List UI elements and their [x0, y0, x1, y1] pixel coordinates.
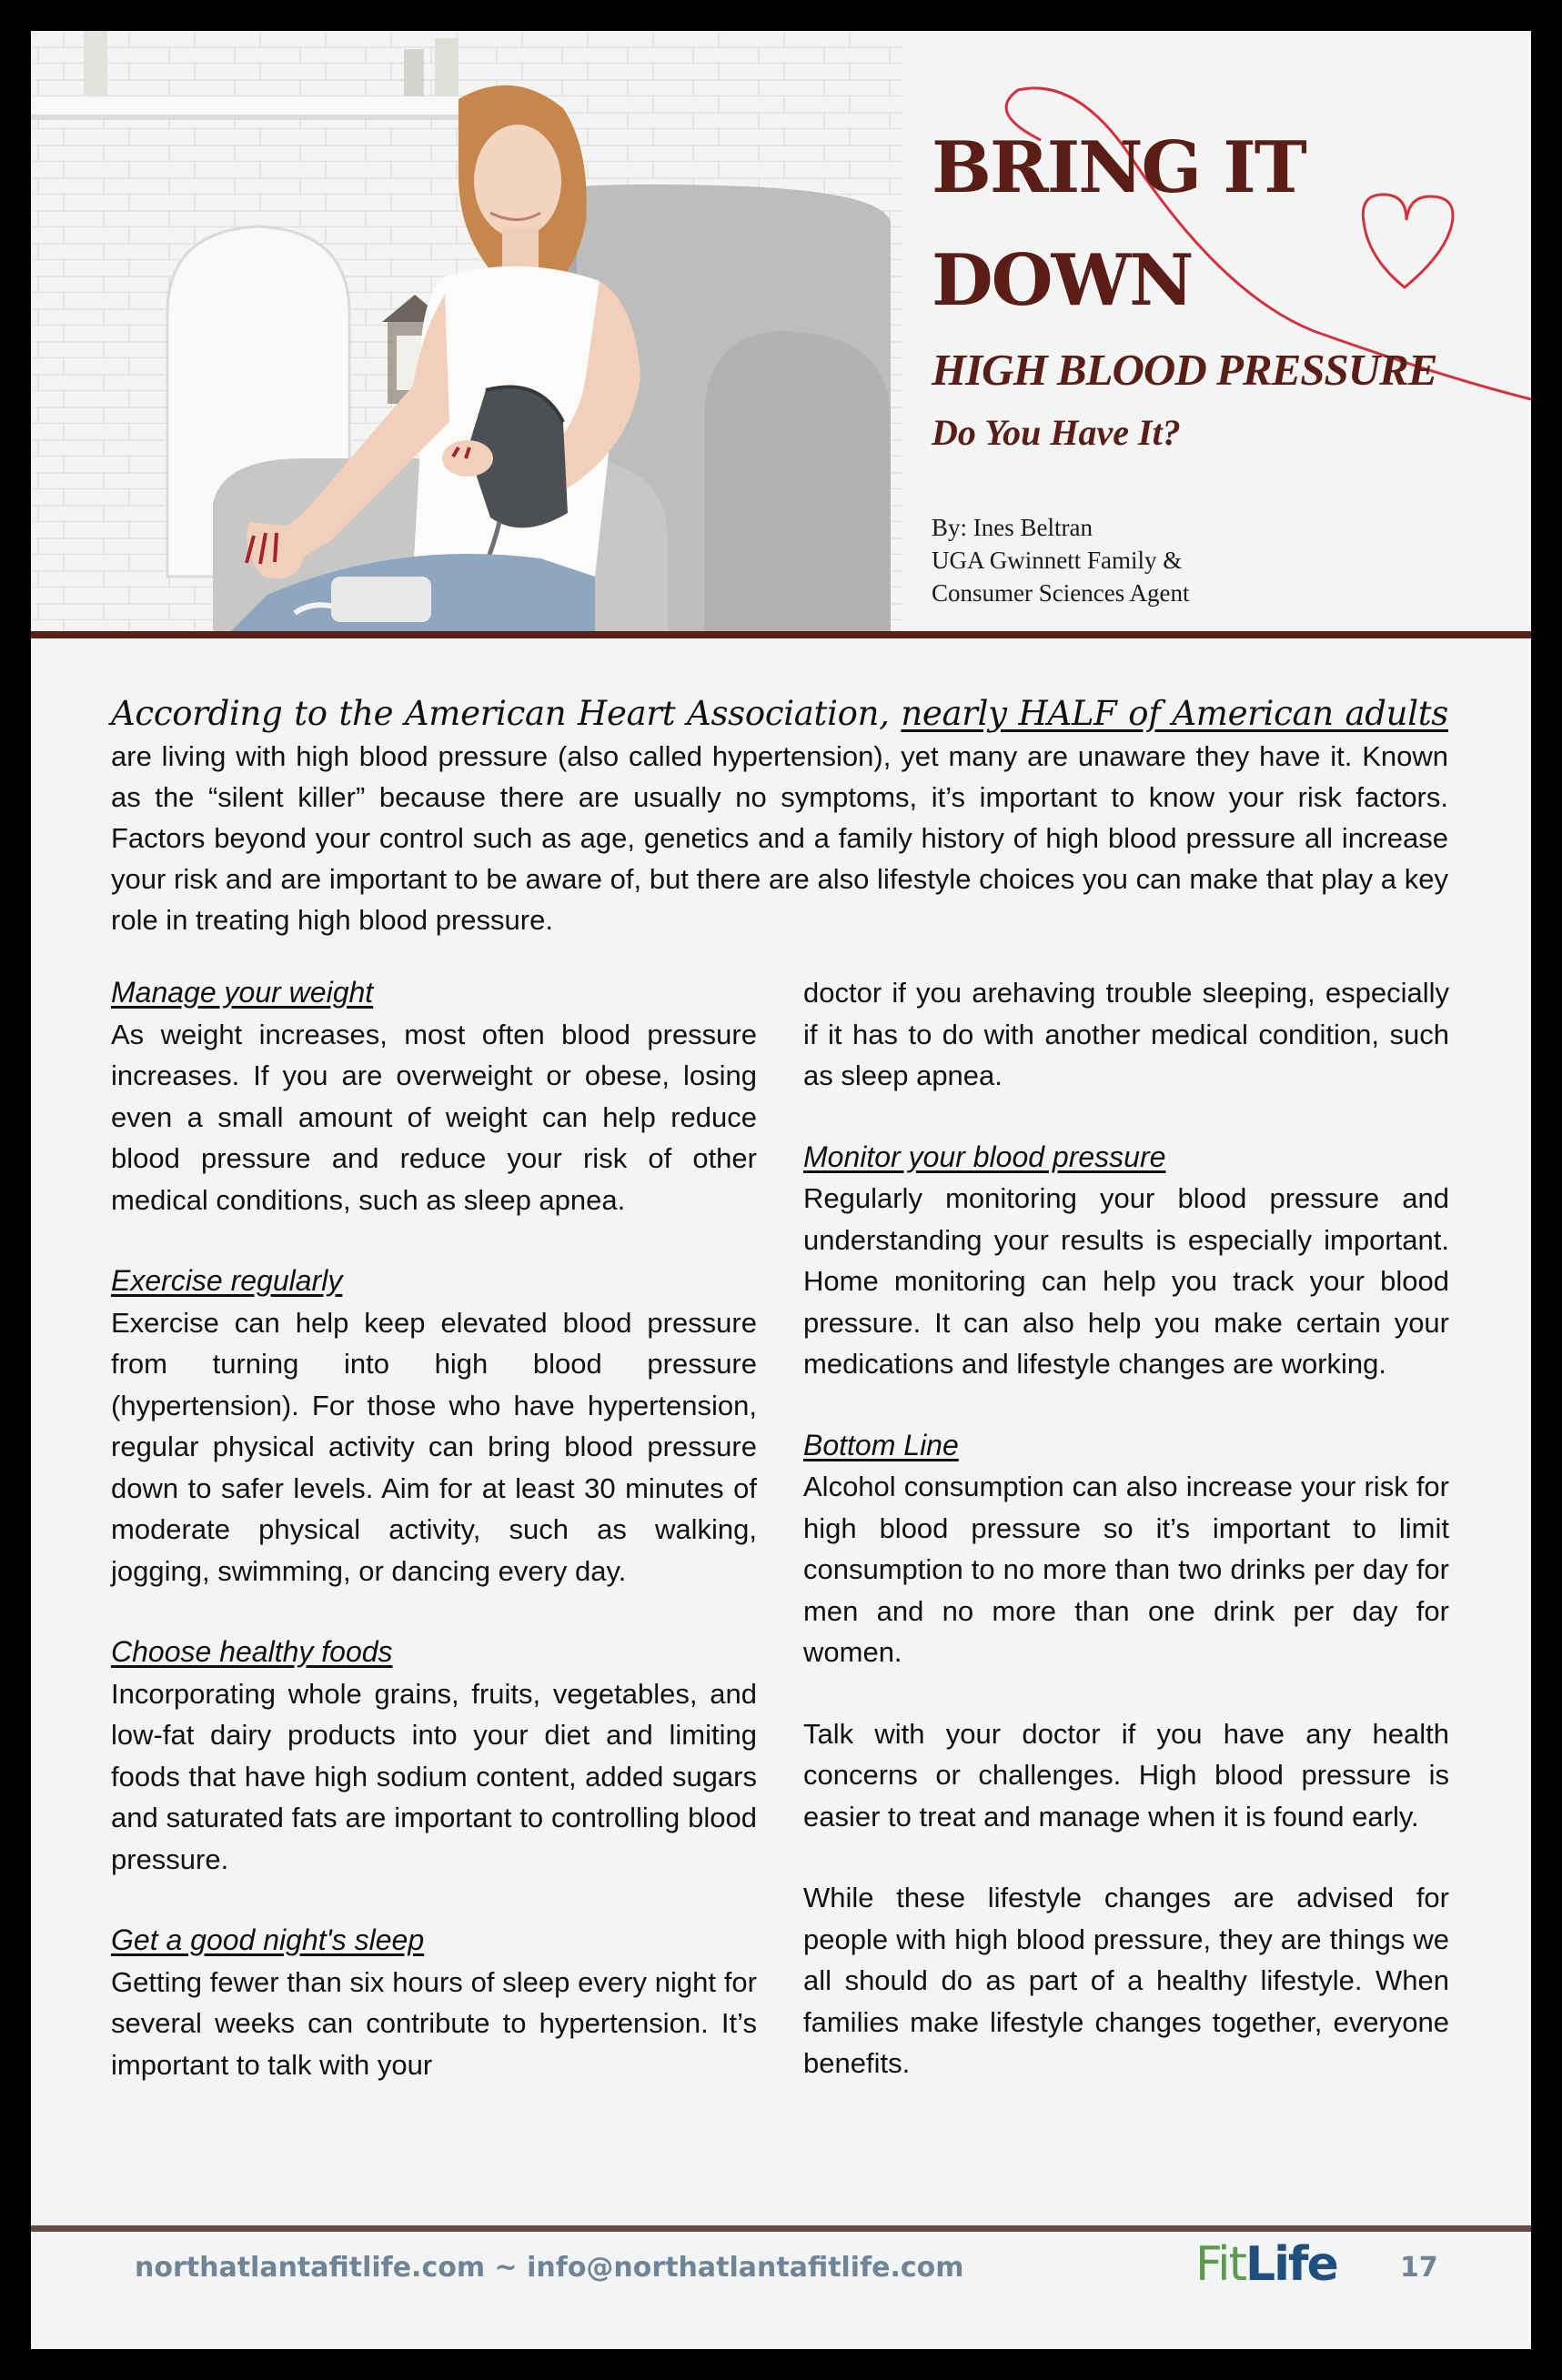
byline-title: Consumer Sciences Agent	[932, 579, 1190, 607]
text-sleep-part1: Getting fewer than six hours of sleep every night for several weeks can contribute to hypertension. It’s important to talk with your	[111, 1965, 757, 2081]
text-exercise: Exercise can help keep elevated blood pressure from turning into high blood pressure (hypertension). For those who have hypertension, regular physical activity can bring blood pressure down to safer levels. Aim for at least 30 minutes of moderate physical activity, such as walking, jogging, swimming, or dancing every day.	[111, 1306, 757, 1587]
logo-fit: Fit	[1195, 2237, 1245, 2292]
heading-manage-weight: Manage your weight	[111, 976, 374, 1009]
header-divider	[31, 631, 1531, 638]
intro-script-lead	[111, 694, 1448, 733]
text-bottom-line-3: While these lifestyle changes are advised for people with high blood pressure, they are things we all should do as part of a healthy lifestyle. When families make lifestyle changes together, everyone benefits.	[803, 1882, 1449, 2079]
byline-author: By: Ines Beltran	[932, 514, 1093, 541]
magazine-page	[31, 31, 1531, 2349]
hero-photo	[31, 31, 902, 631]
woman-measuring-blood-pressure-illustration	[31, 31, 902, 631]
heading-monitor: Monitor your blood pressure	[803, 1140, 1166, 1173]
title-block	[932, 31, 1531, 631]
text-manage-weight: As weight increases, most often blood pressure increases. If you are overweight or obese, losing even a small amount of weight can help reduce blood pressure and reduce your risk of other medical conditions, such as sleep apnea.	[111, 1018, 757, 1216]
logo-life: Life	[1245, 2237, 1337, 2292]
subtitle-question: Do You Have It?	[932, 412, 1181, 453]
intro-body: are living with high blood pressure (also called hypertension), yet many are unaware they have it. Known as the “silent killer” because there are usually no symptoms, it’s important to know your risk factors. Factors beyond your control such as age, genetics and a family history of high blood pressure all increase your risk and are important to be aware of, but there are also lifestyle choices you can make that play a key role in treating high blood pressure.	[111, 740, 1448, 936]
text-bottom-line-1: Alcohol consumption can also increase your risk for high blood pressure so it’s important to limit consumption to no more than two drinks per day for men and no more than one drink per day for women.	[803, 1471, 1449, 1668]
heading-sleep: Get a good night's sleep	[111, 1923, 425, 1956]
right-column	[803, 972, 1449, 2084]
byline-org: UGA Gwinnett Family &	[932, 547, 1183, 574]
text-healthy-foods: Incorporating whole grains, fruits, vegetables, and low-fat dairy products into your diet and limiting foods that have high sodium content, added sugars and saturated fats are important to controlling blood pressure.	[111, 1677, 757, 1875]
heading-healthy-foods: Choose healthy foods	[111, 1635, 393, 1668]
intro-script-highlight: nearly HALF of American adults	[901, 694, 1448, 733]
heading-bottom-line: Bottom Line	[803, 1428, 959, 1461]
intro-script-prefix: According to the American Heart Association,	[111, 694, 890, 733]
left-column	[111, 972, 757, 2085]
subtitle: HIGH BLOOD PRESSURE	[932, 345, 1437, 395]
text-sleep-part2: doctor if you arehaving trouble sleeping, especially if it has to do with another medical condition, such as sleep apnea.	[803, 977, 1449, 1091]
footer-contact-link[interactable]: northatlantafitlife.com ~ info@northatlantafitlife.com	[135, 2252, 964, 2284]
title-line-2: DOWN	[932, 239, 1193, 322]
title-line-1: BRING IT	[932, 126, 1305, 209]
heading-exercise: Exercise regularly	[111, 1264, 343, 1297]
fitlife-logo	[1195, 2237, 1337, 2292]
text-bottom-line-2: Talk with your doctor if you have any health concerns or challenges. High blood pressure is easier to treat and manage when it is found early.	[803, 1717, 1449, 1833]
page-number: 17	[1400, 2252, 1438, 2284]
author-byline	[932, 511, 1189, 609]
footer-divider	[31, 2225, 1531, 2232]
text-monitor: Regularly monitoring your blood pressure and understanding your results is especially important. Home monitoring can help you track your blood pressure. It can also help you make certain your medications and lifestyle changes are working.	[803, 1182, 1449, 1380]
intro-paragraph	[111, 693, 1448, 940]
